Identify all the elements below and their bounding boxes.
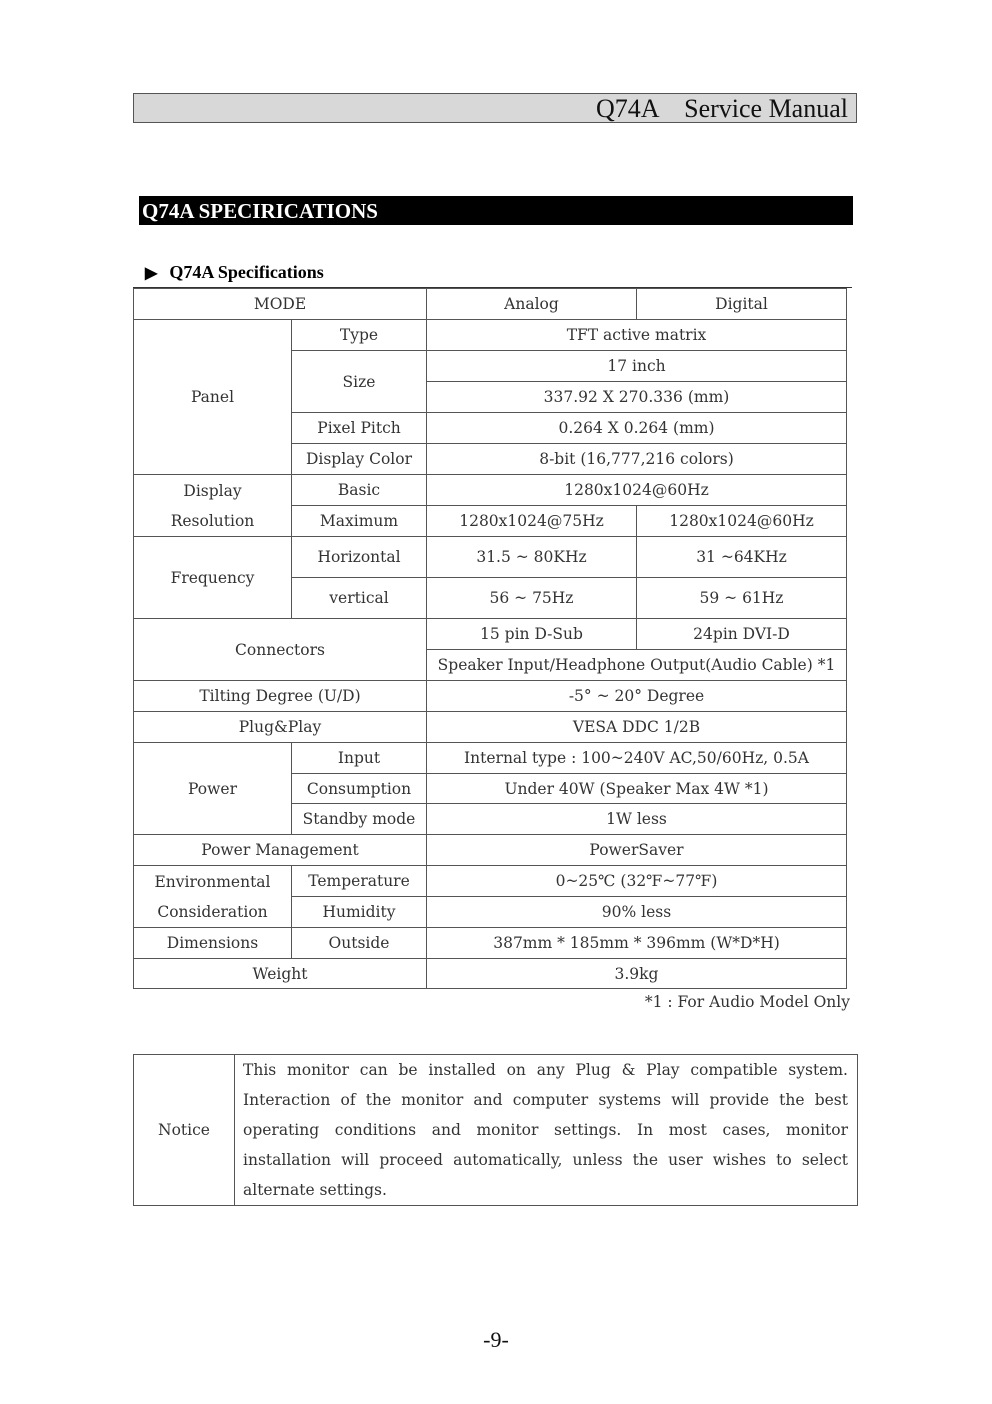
consumption-value: Under 40W (Speaker Max 4W *1) (427, 774, 847, 804)
horizontal-analog: 31.5 ~ 80KHz (427, 537, 637, 578)
power-input-value: Internal type : 100~240V AC,50/60Hz, 0.5A (427, 743, 847, 774)
sub-heading-text: Q74A Specifications (169, 262, 324, 282)
table-row (134, 712, 847, 743)
basic-label: Basic (292, 475, 427, 506)
table-row (134, 537, 847, 578)
maximum-digital: 1280x1024@60Hz (637, 506, 847, 537)
table-row (134, 475, 847, 506)
plug-play-label: Plug&Play (134, 712, 427, 743)
display-color-value: 8-bit (16,777,216 colors) (427, 444, 847, 475)
table-row (134, 928, 847, 959)
dimensions-label: Dimensions (134, 928, 292, 959)
table-row (134, 320, 847, 351)
tilting-label: Tilting Degree (U/D) (134, 681, 427, 712)
resolution-label-line2: Resolution (170, 511, 255, 530)
temperature-label: Temperature (292, 866, 427, 897)
specifications-table (133, 288, 847, 989)
environment-label-line1: Environmental (154, 872, 271, 891)
size-value-mm: 337.92 X 270.336 (mm) (427, 382, 847, 413)
type-label: Type (292, 320, 427, 351)
table-row (134, 959, 847, 989)
section-title: Q74A SPECIRICATIONS (142, 199, 378, 223)
standby-value: 1W less (427, 804, 847, 835)
basic-value: 1280x1024@60Hz (427, 475, 847, 506)
document-title: Q74A Service Manual (595, 94, 848, 123)
plug-play-value: VESA DDC 1/2B (427, 712, 847, 743)
table-row (134, 835, 847, 866)
size-label: Size (292, 351, 427, 413)
weight-value: 3.9kg (427, 959, 847, 989)
page-number: -9- (483, 1327, 509, 1352)
vertical-digital: 59 ~ 61Hz (637, 578, 847, 619)
table-row (134, 743, 847, 774)
environment-label-line2: Consideration (157, 902, 268, 921)
notice-label: Notice (134, 1055, 235, 1206)
horizontal-label: Horizontal (292, 537, 427, 578)
table-row (134, 681, 847, 712)
power-management-label: Power Management (134, 835, 427, 866)
tilting-value: -5° ~ 20° Degree (427, 681, 847, 712)
environment-label (134, 866, 292, 928)
notice-text: This monitor can be installed on any Plug & Play compatible system. Interaction of the monitor and computer systems will provide the best operating conditions and monitor settings. In most cases, monitor installation will proceed automatically, unless the user wishes to select alternate settings. (235, 1055, 858, 1206)
vertical-label: vertical (292, 578, 427, 619)
size-value-inch: 17 inch (427, 351, 847, 382)
pixel-pitch-label: Pixel Pitch (292, 413, 427, 444)
section-title-bar (139, 196, 853, 225)
power-input-label: Input (292, 743, 427, 774)
panel-label: Panel (134, 320, 292, 475)
digital-header: Digital (637, 289, 847, 320)
footnote: *1 : For Audio Model Only (644, 993, 850, 1011)
display-color-label: Display Color (292, 444, 427, 475)
analog-header: Analog (427, 289, 637, 320)
notice-box (133, 1054, 858, 1206)
humidity-value: 90% less (427, 897, 847, 928)
vertical-analog: 56 ~ 75Hz (427, 578, 637, 619)
connectors-digital: 24pin DVI-D (637, 619, 847, 650)
frequency-label: Frequency (134, 537, 292, 619)
maximum-analog: 1280x1024@75Hz (427, 506, 637, 537)
type-value: TFT active matrix (427, 320, 847, 351)
humidity-label: Humidity (292, 897, 427, 928)
temperature-value: 0~25℃ (32℉~77℉) (427, 866, 847, 897)
connectors-audio: Speaker Input/Headphone Output(Audio Cable) *1 (427, 650, 847, 681)
mode-header: MODE (134, 289, 427, 320)
sub-heading (145, 260, 324, 284)
weight-label: Weight (134, 959, 427, 989)
right-triangle-icon: ▶ (145, 265, 158, 282)
power-label: Power (134, 743, 292, 835)
maximum-label: Maximum (292, 506, 427, 537)
table-row (134, 619, 847, 650)
connectors-analog: 15 pin D-Sub (427, 619, 637, 650)
horizontal-digital: 31 ~64KHz (637, 537, 847, 578)
dimensions-value: 387mm * 185mm * 396mm (W*D*H) (427, 928, 847, 959)
resolution-label-line1: Display (183, 481, 242, 500)
consumption-label: Consumption (292, 774, 427, 804)
display-resolution-label (134, 475, 292, 537)
table-row (134, 866, 847, 897)
header-bar (133, 93, 857, 123)
table-row (134, 289, 847, 320)
outside-label: Outside (292, 928, 427, 959)
standby-label: Standby mode (292, 804, 427, 835)
connectors-label: Connectors (134, 619, 427, 681)
pixel-pitch-value: 0.264 X 0.264 (mm) (427, 413, 847, 444)
power-management-value: PowerSaver (427, 835, 847, 866)
